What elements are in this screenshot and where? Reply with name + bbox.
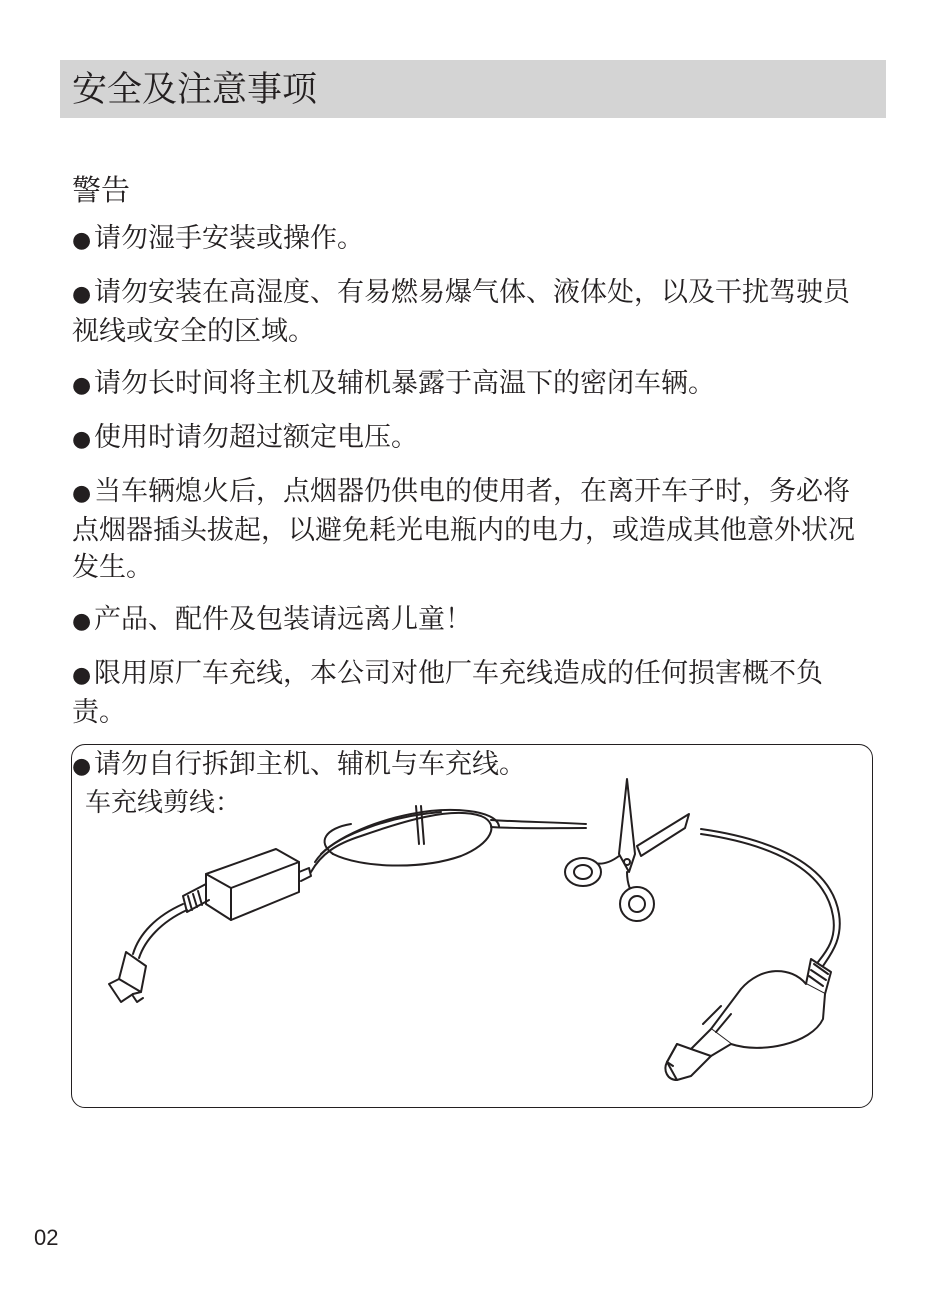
bullet-icon: ● — [72, 754, 92, 779]
list-item-text: 产品、配件及包装请远离儿童！ — [94, 604, 472, 635]
list-item-text: 使用时请勿超过额定电压。 — [94, 422, 418, 453]
list-item — [72, 274, 872, 350]
list-item — [72, 473, 872, 586]
bullet-icon: ● — [72, 427, 92, 452]
bullet-icon: ● — [72, 481, 92, 506]
warning-list — [72, 220, 872, 800]
list-item-text: 当车辆熄火后，点烟器仍供电的使用者，在离开车子时，务必将点烟器插头拔起，以避免耗光电瓶内的电力，或造成其他意外状况发生。 — [72, 476, 855, 583]
bullet-icon: ● — [72, 228, 92, 253]
coiled-cable-icon — [311, 806, 586, 872]
page-number: 02 — [34, 1225, 59, 1250]
mini-usb-plug-icon — [109, 952, 146, 1002]
list-item-text: 限用原厂车充线，本公司对他厂车充线造成的任何损害概不负责。 — [72, 658, 823, 728]
list-item — [72, 365, 872, 404]
illustration-label: 车充线剪线： — [85, 788, 242, 818]
list-item-text: 请勿长时间将主机及辅机暴露于高温下的密闭车辆。 — [94, 368, 715, 399]
section-title: 安全及注意事项 — [72, 70, 318, 110]
bullet-icon: ● — [72, 282, 92, 307]
list-item-text: 请勿自行拆卸主机、辅机与车充线。 — [94, 749, 526, 780]
list-item — [72, 655, 872, 731]
cigarette-lighter-plug-icon — [665, 959, 831, 1080]
list-item — [72, 220, 872, 259]
power-adapter-icon — [183, 849, 311, 920]
list-item — [72, 419, 872, 458]
cable-right — [701, 829, 840, 966]
car-charger-cut-illustration — [71, 744, 873, 1108]
scissors-icon — [565, 779, 689, 921]
bullet-icon: ● — [72, 373, 92, 398]
bullet-icon: ● — [72, 609, 92, 634]
warning-heading: 警告 — [72, 173, 131, 207]
cable-left-edge — [139, 910, 187, 958]
list-item-text: 请勿安装在高湿度、有易燃易爆气体、液体处，以及干扰驾驶员视线或安全的区域。 — [72, 277, 850, 347]
cable-right-edge — [701, 834, 834, 962]
list-item — [72, 601, 872, 640]
list-item-text: 请勿湿手安装或操作。 — [94, 223, 364, 254]
bullet-icon: ● — [72, 663, 92, 688]
